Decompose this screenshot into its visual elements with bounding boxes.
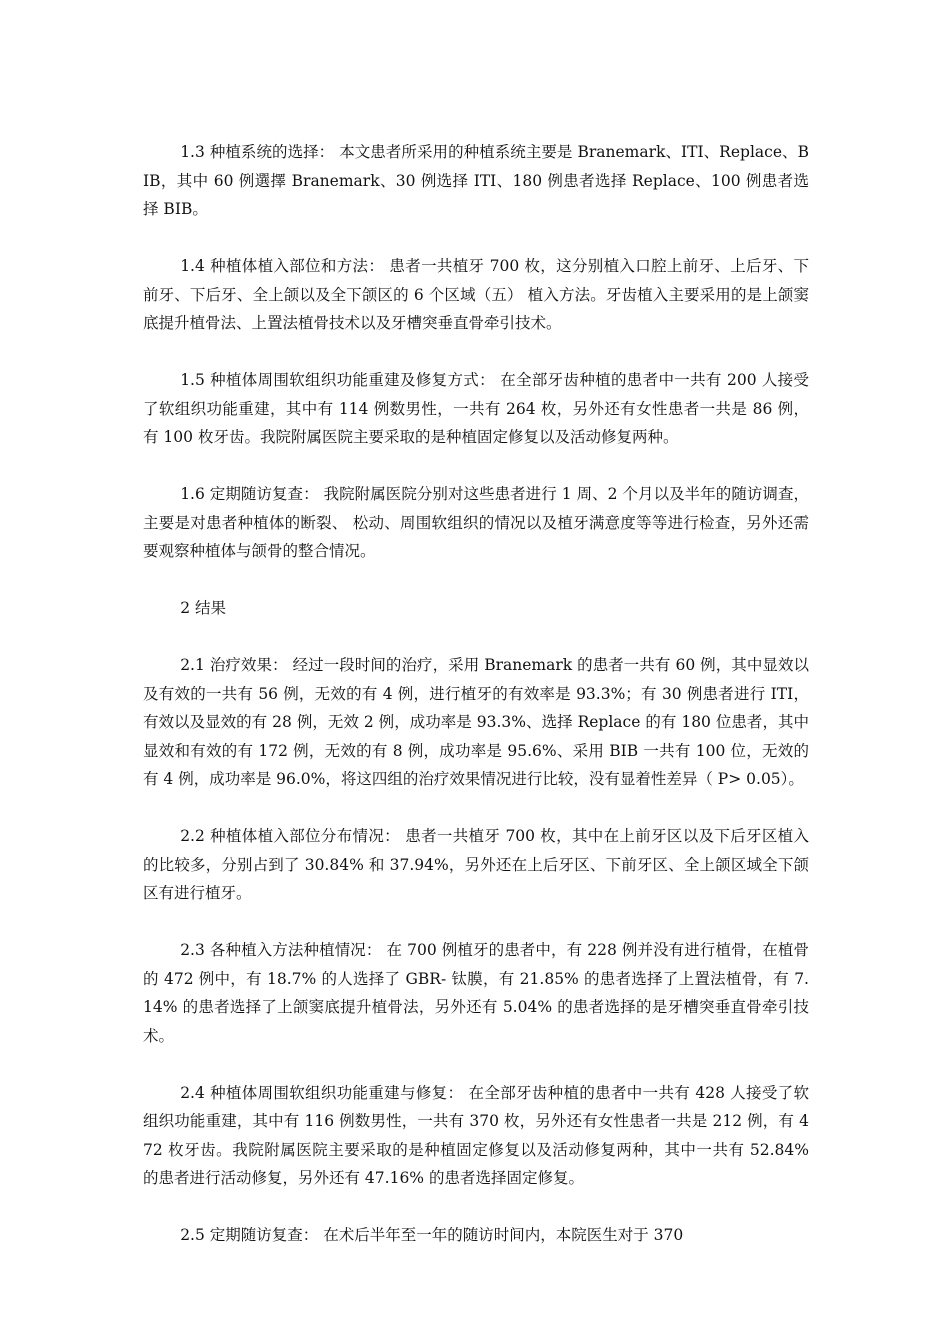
- paragraph-2-4-soft-tissue-reconstruction-results: 2.4 种植体周围软组织功能重建与修复： 在全部牙齿种植的患者中一共有 428 人接受了软组织功能重建，其中有 116 例数男性，一共有 370 枚，另外还有女性患者一共是 212 例，有 472 枚牙齿。我院附属医院主要采取的是种植固定修复以及活动修复两种，其中一共有 52.84% 的患者进行活动修复，另外还有 47.16% 的患者选择固定修复。: [143, 1083, 809, 1187]
- document-body: [143, 138, 809, 1250]
- paragraph-1-3-implant-system-selection: 1.3 种植系统的选择： 本文患者所采用的种植系统主要是 Branemark、ITI、Replace、BIB，其中 60 例選擇 Branemark、30 例选择 ITI、180 例患者选择 Replace、100 例患者选择 BIB。: [143, 143, 809, 218]
- paragraph-2-5-follow-up-results: 2.5 定期随访复查： 在术后半年至一年的随访时间内，本院医生对于 370: [180, 1226, 684, 1244]
- paragraph-2-2-implant-site-distribution: 2.2 种植体植入部位分布情况： 患者一共植牙 700 枚，其中在上前牙区以及下后牙区植入的比较多，分别占到了 30.84% 和 37.94%，另外还在上后牙区、下前牙区、全上颌区域全下颌区有进行植牙。: [143, 827, 809, 902]
- section-heading-results: 2 结果: [180, 599, 226, 617]
- paragraph-2-1-treatment-effect: 2.1 治疗效果： 经过一段时间的治疗，采用 Branemark 的患者一共有 60 例，其中显效以及有效的一共有 56 例，无效的有 4 例，进行植牙的有效率是 93.3%；有 30 例患者进行 ITI，有效以及显效的有 28 例，无效 2 例，成功率是 93.3%、选择 Replace 的有 180 位患者，其中显效和有效的有 172 例，无效的有 8 例，成功率是 95.6%、采用 BIB 一共有 100 位，无效的有 4 例，成功率是 96.0%，将这四组的治疗效果情况进行比较，没有显着性差异（ P> 0.05）。: [143, 656, 809, 788]
- paragraph-1-5-soft-tissue-reconstruction: 1.5 种植体周围软组织功能重建及修复方式： 在全部牙齿种植的患者中一共有 200 人接受了软组织功能重建，其中有 114 例数男性，一共有 264 枚，另外还有女性患者一共是 86 例，有 100 枚牙齿。我院附属医院主要采取的是种植固定修复以及活动修复两种。: [143, 371, 809, 446]
- paragraph-1-6-follow-up: 1.6 定期随访复查： 我院附属医院分别对这些患者进行 1 周、2 个月以及半年的随访调查，主要是对患者种植体的断裂、 松动、周围软组织的情况以及植牙满意度等等进行检查，另外还需要观察种植体与颌骨的整合情况。: [143, 485, 809, 560]
- paragraph-2-3-implant-methods: 2.3 各种植入方法种植情况： 在 700 例植牙的患者中，有 228 例并没有进行植骨，在植骨的 472 例中，有 18.7% 的人选择了 GBR- 钛膜，有 21.85% 的患者选择了上置法植骨，有 7.14% 的患者选择了上颌窦底提升植骨法，另外还有 5.04% 的患者选择的是牙槽突垂直骨牵引技术。: [143, 941, 809, 1045]
- paragraph-1-4-implant-site-and-method: 1.4 种植体植入部位和方法： 患者一共植牙 700 枚，这分别植入口腔上前牙、上后牙、下前牙、下后牙、全上颌以及全下颌区的 6 个区域（五） 植入方法。牙齿植入主要采用的是上颌窦底提升植骨法、上置法植骨技术以及牙槽突垂直骨牵引技术。: [143, 257, 809, 332]
